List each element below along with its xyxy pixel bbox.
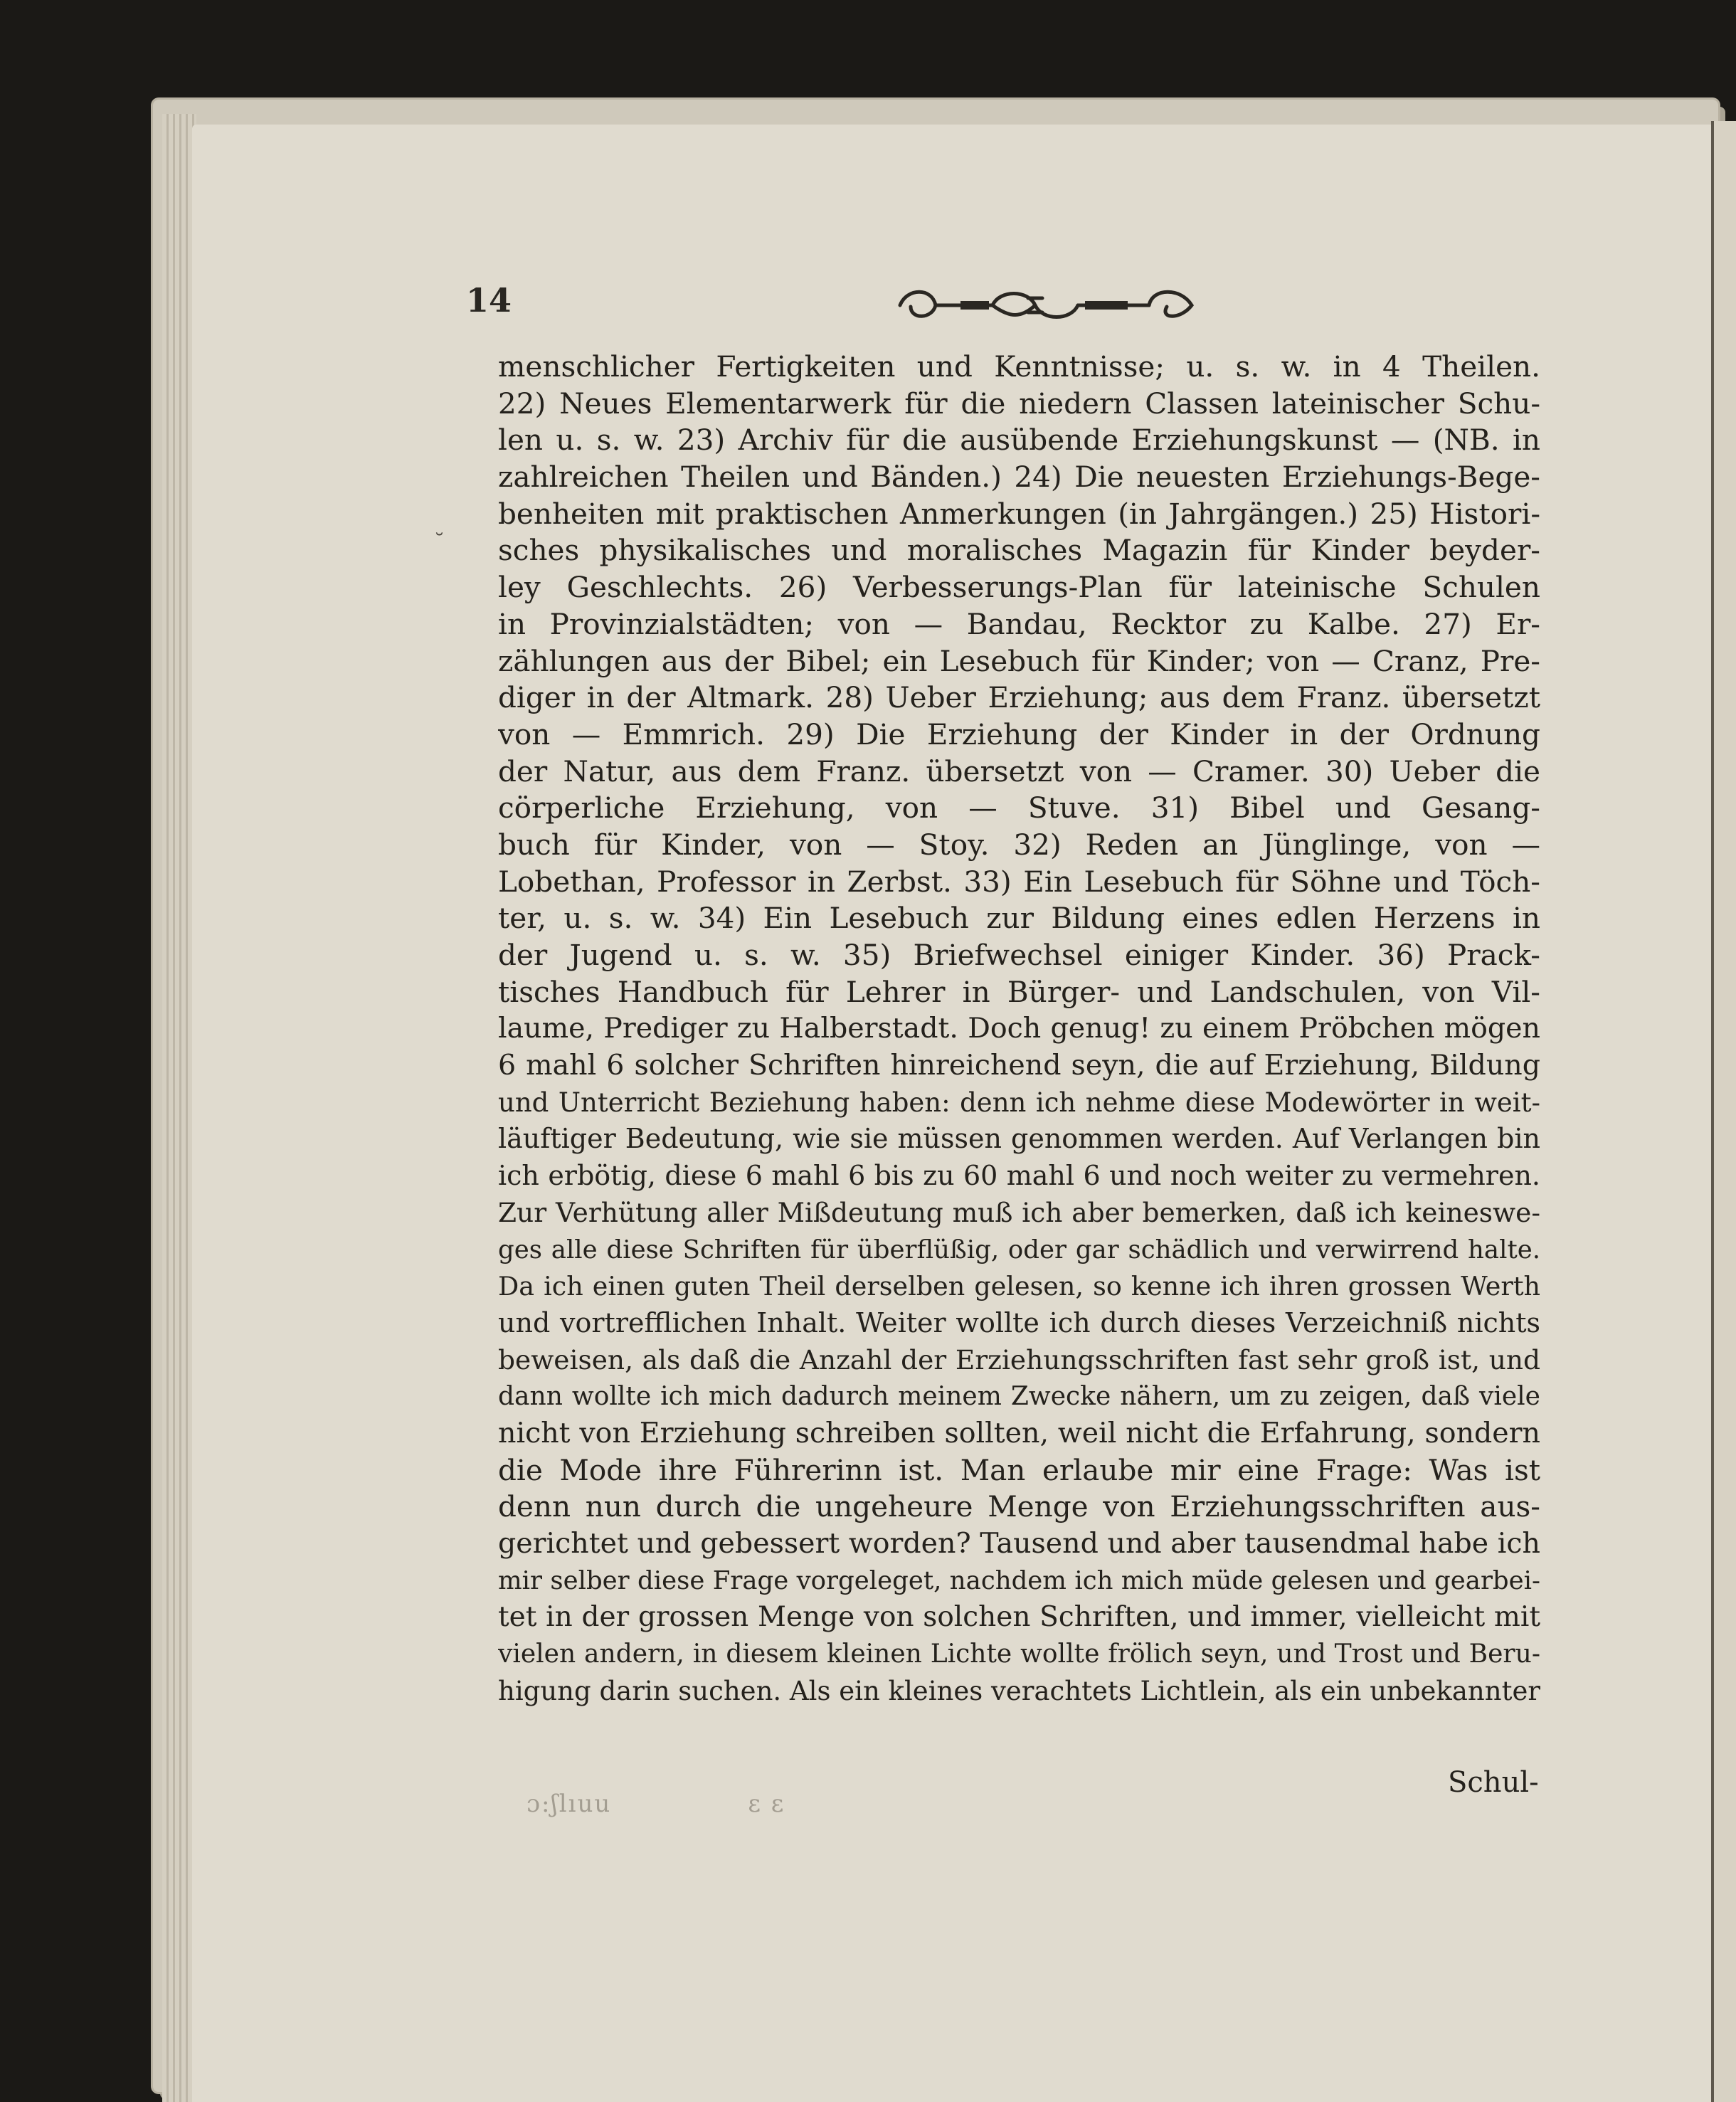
text-line: der Jugend u. s. w. 35) Briefwechsel einiger Kinder. 36) Prack- [498, 938, 1540, 972]
facing-page-edge [1711, 121, 1736, 2102]
text-line: tisches Handbuch für Lehrer in Bürger- und Landschulen, von Vil- [498, 974, 1540, 1009]
text-line: läuftiger Bedeutung, wie sie müssen genommen werden. Auf Verlangen bin [498, 1123, 1540, 1155]
stray-mark: ˘ [434, 530, 445, 555]
text-line: zählungen aus der Bibel; ein Lesebuch für Kinder; von — Cranz, Pre- [498, 643, 1540, 678]
text-line: diger in der Altmark. 28) Ueber Erziehung; aus dem Franz. übersetzt [498, 680, 1540, 715]
text-line: mir selber diese Frage vorgeleget, nachdem ich mich müde gelesen und gearbei- [498, 1565, 1540, 1595]
text-line: und vortrefflichen Inhalt. Weiter wollte ich durch dieses Verzeichniß nichts [498, 1306, 1540, 1338]
text-line: Zur Verhütung aller Mißdeutung muß ich aber bemerken, daß ich keineswe- [498, 1196, 1540, 1228]
text-line: tet in der grossen Menge von solchen Schriften, und immer, vielleicht mit [498, 1601, 1540, 1634]
text-line: und Unterricht Beziehung haben: denn ich nehme diese Modewörter in weit- [498, 1087, 1540, 1118]
text-line: zahlreichen Theilen und Bänden.) 24) Die neuesten Erziehungs-Bege- [498, 460, 1540, 495]
text-line: denn nun durch die ungeheure Menge von Erziehungsschriften aus- [498, 1489, 1540, 1524]
text-line: ter, u. s. w. 34) Ein Lesebuch zur Bildung eines edlen Herzens in [498, 901, 1540, 936]
text-line: len u. s. w. 23) Archiv für die ausübende Erziehungskunst — (NB. in [498, 423, 1540, 458]
text-line: gerichtet und gebessert worden? Tausend und aber tausendmal habe ich [498, 1527, 1540, 1560]
page-edges [162, 114, 196, 2102]
text-line: nicht von Erziehung schreiben sollten, weil nicht die Erfahrung, sondern [498, 1416, 1540, 1449]
text-line: 22) Neues Elementarwerk für die niedern Classen lateinischer Schu- [498, 386, 1540, 421]
text-line: in Provinzialstädten; von — Bandau, Recktor zu Kalbe. 27) Er- [498, 606, 1540, 641]
text-line: sches physikalisches und moralisches Magazin für Kinder beyder- [498, 533, 1540, 568]
text-line: von — Emmrich. 29) Die Erziehung der Kinder in der Ordnung [498, 717, 1540, 751]
text-line: dann wollte ich mich dadurch meinem Zwecke nähern, um zu zeigen, daß viele [498, 1382, 1540, 1412]
text-line: ley Geschlechts. 26) Verbesserungs-Plan für lateinische Schulen [498, 570, 1540, 605]
text-line: higung darin suchen. Als ein kleines verachtets Lichtlein, als ein unbekannter [498, 1675, 1540, 1706]
catchword: Schul- [1448, 1766, 1539, 1799]
text-line: ges alle diese Schriften für überflüßig, oder gar schädlich und verwirrend halte. [498, 1235, 1540, 1264]
text-line: beweisen, als daß die Anzahl der Erziehungsschriften fast sehr groß ist, und [498, 1343, 1540, 1375]
text-line: ich erbötig, diese 6 mahl 6 bis zu 60 mahl 6 und noch weiter zu vermehren. [498, 1160, 1540, 1192]
text-line: Lobethan, Professor in Zerbst. 33) Ein Lesebuch für Söhne und Töch- [498, 864, 1540, 899]
page-header [466, 281, 1590, 331]
text-line: laume, Prediger zu Halberstadt. Doch genug! zu einem Pröbchen mögen [498, 1012, 1540, 1045]
printers-flourish-ornament-icon [893, 284, 1199, 327]
text-line: buch für Kinder, von — Stoy. 32) Reden an Jünglinge, von — [498, 827, 1540, 862]
page-number: 14 [466, 281, 512, 319]
text-line: menschlicher Fertigkeiten und Kenntnisse; u. s. w. in 4 Theilen. [498, 349, 1540, 384]
text-line: cörperliche Erziehung, von — Stuve. 31) Bibel und Gesang- [498, 791, 1540, 825]
text-line: der Natur, aus dem Franz. übersetzt von — Cramer. 30) Ueber die [498, 754, 1540, 788]
bleed-through-text: ɔ:ʃlıuu ɛ ɛ [526, 1790, 785, 1818]
body-text [498, 349, 1540, 1709]
text-line: vielen andern, in diesem kleinen Lichte wollte frölich seyn, und Trost und Beru- [498, 1639, 1540, 1669]
text-line: benheiten mit praktischen Anmerkungen (in Jahrgängen.) 25) Histori- [498, 496, 1540, 531]
text-line: Da ich einen guten Theil derselben gelesen, so kenne ich ihren grossen Werth [498, 1271, 1540, 1302]
text-line: 6 mahl 6 solcher Schriften hinreichend seyn, die auf Erziehung, Bildung [498, 1049, 1540, 1082]
text-line: die Mode ihre Führerinn ist. Man erlaube mir eine Frage: Was ist [498, 1452, 1540, 1487]
